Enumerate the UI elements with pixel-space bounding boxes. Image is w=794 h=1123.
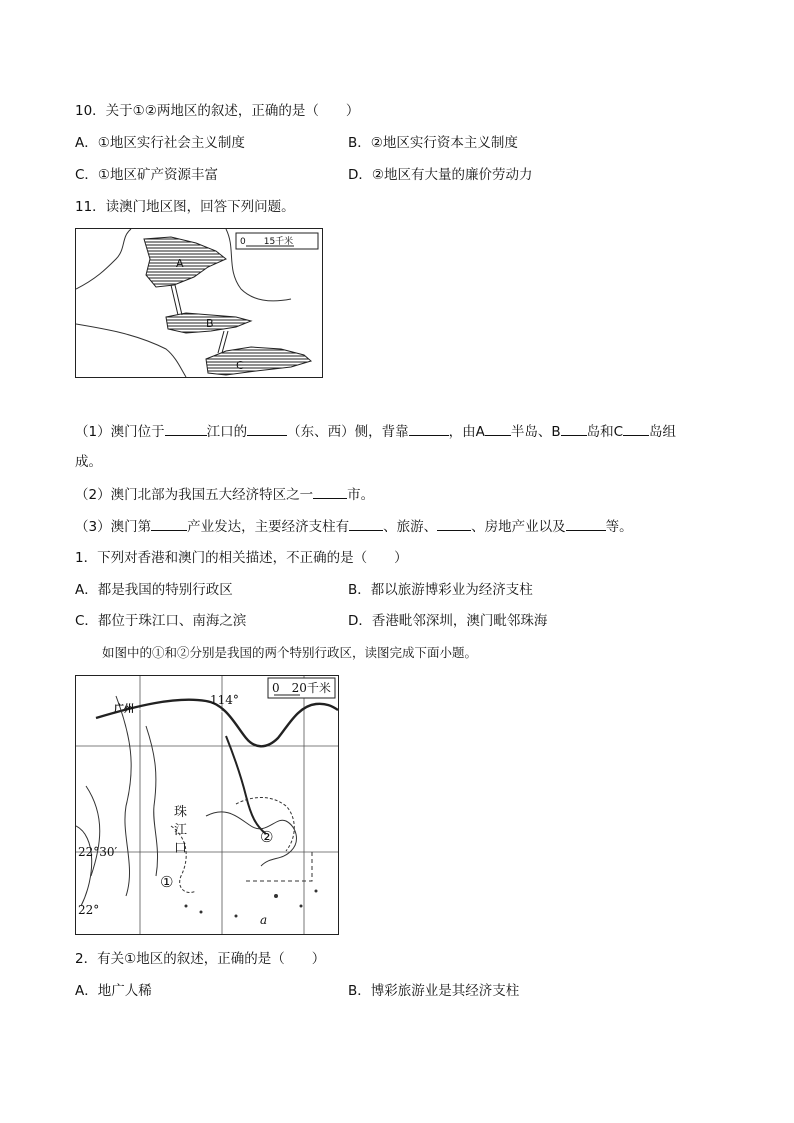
q11-sub1-text1: （1）澳门位于 [75,424,165,440]
blank[interactable] [561,421,587,436]
q2-stem: 2．有关①地区的叙述，正确的是（ ） [75,951,326,967]
blank[interactable] [437,516,471,531]
latitude-label-2230: 22°30′ [78,845,118,859]
q11-sub3-text2: 产业发达，主要经济支柱有 [187,519,350,535]
city-guangzhou: 广州 [114,704,134,715]
blank[interactable] [151,516,187,531]
q11-sub3 [75,516,633,537]
marker-a: a [260,913,268,927]
q2-option-a: A．地广人稀 [75,983,152,999]
q11-sub2-text1: （2）澳门北部为我国五大经济特区之一 [75,487,314,503]
q1-option-b: B．都以旅游博彩业为经济支柱 [348,582,533,598]
q11-sub1-text7: 岛组 [649,424,677,440]
map-label-a: A [176,257,184,270]
q11-sub2-text2: 市。 [347,487,375,503]
macau-map-graphic [76,229,322,377]
q10-option-d: D．②地区有大量的廉价劳动力 [348,167,533,183]
blank[interactable] [623,421,649,436]
q11-sub3-text3: 、旅游、 [383,519,438,535]
river-mouth-char2: 江 [174,823,188,838]
q11-sub1-text2: 江口的 [206,424,248,440]
prd-scale-label: 0 20千米 [272,681,331,695]
q11-sub3-text4: 、房地产业以及 [471,519,566,535]
q11-sub3-text5: 等。 [605,519,633,535]
blank[interactable] [485,421,511,436]
q1-option-c: C．都位于珠江口、南海之滨 [75,613,247,629]
q11-sub3-text1: （3）澳门第 [75,519,152,535]
q1-option-a: A．都是我国的特别行政区 [75,582,233,598]
q1-stem: 1．下列对香港和澳门的相关描述，不正确的是（ ） [75,550,408,566]
map-label-c: C [236,359,244,372]
q11-sub1-text4: ，由A [448,424,485,440]
q2-option-b: B．博彩旅游业是其经济支柱 [348,983,520,999]
blank[interactable] [313,484,347,499]
river-mouth-char1: 珠 [174,805,188,820]
q11-sub2 [75,484,374,505]
map-label-b: B [206,317,214,330]
q10-option-c: C．①地区矿产资源丰富 [75,167,219,183]
prd-map-graphic [76,676,338,934]
q11-sub1-continuation: 成。 [75,454,102,470]
q11-sub1-text6: 岛和C [586,424,624,440]
blank[interactable] [409,421,449,436]
blank[interactable] [349,516,383,531]
map-scale-label: 0 15千米 [240,237,294,247]
q10-stem: 10．关于①②两地区的叙述，正确的是（ ） [75,103,360,119]
blank[interactable] [165,421,207,436]
river-mouth-char3: 口 [174,841,188,856]
prd-map [75,675,339,935]
latitude-label-22: 22° [78,903,100,917]
marker-2: ② [260,828,274,846]
q10-option-a: A．①地区实行社会主义制度 [75,135,245,151]
marker-1: ① [160,873,174,891]
q10-option-b: B．②地区实行资本主义制度 [348,135,518,151]
q11-stem: 11．读澳门地区图，回答下列问题。 [75,199,295,215]
macau-map [75,228,323,378]
blank[interactable] [566,516,606,531]
blank[interactable] [247,421,287,436]
map2-intro: 如图中的①和②分别是我国的两个特别行政区，读图完成下面小题。 [102,645,478,660]
q11-sub1-text5: 半岛、B [510,424,561,440]
q11-sub1 [75,421,676,442]
q1-option-d: D．香港毗邻深圳，澳门毗邻珠海 [348,613,548,629]
longitude-label: 114° [210,693,239,707]
q11-sub1-text3: （东、西）侧，背靠 [287,424,409,440]
